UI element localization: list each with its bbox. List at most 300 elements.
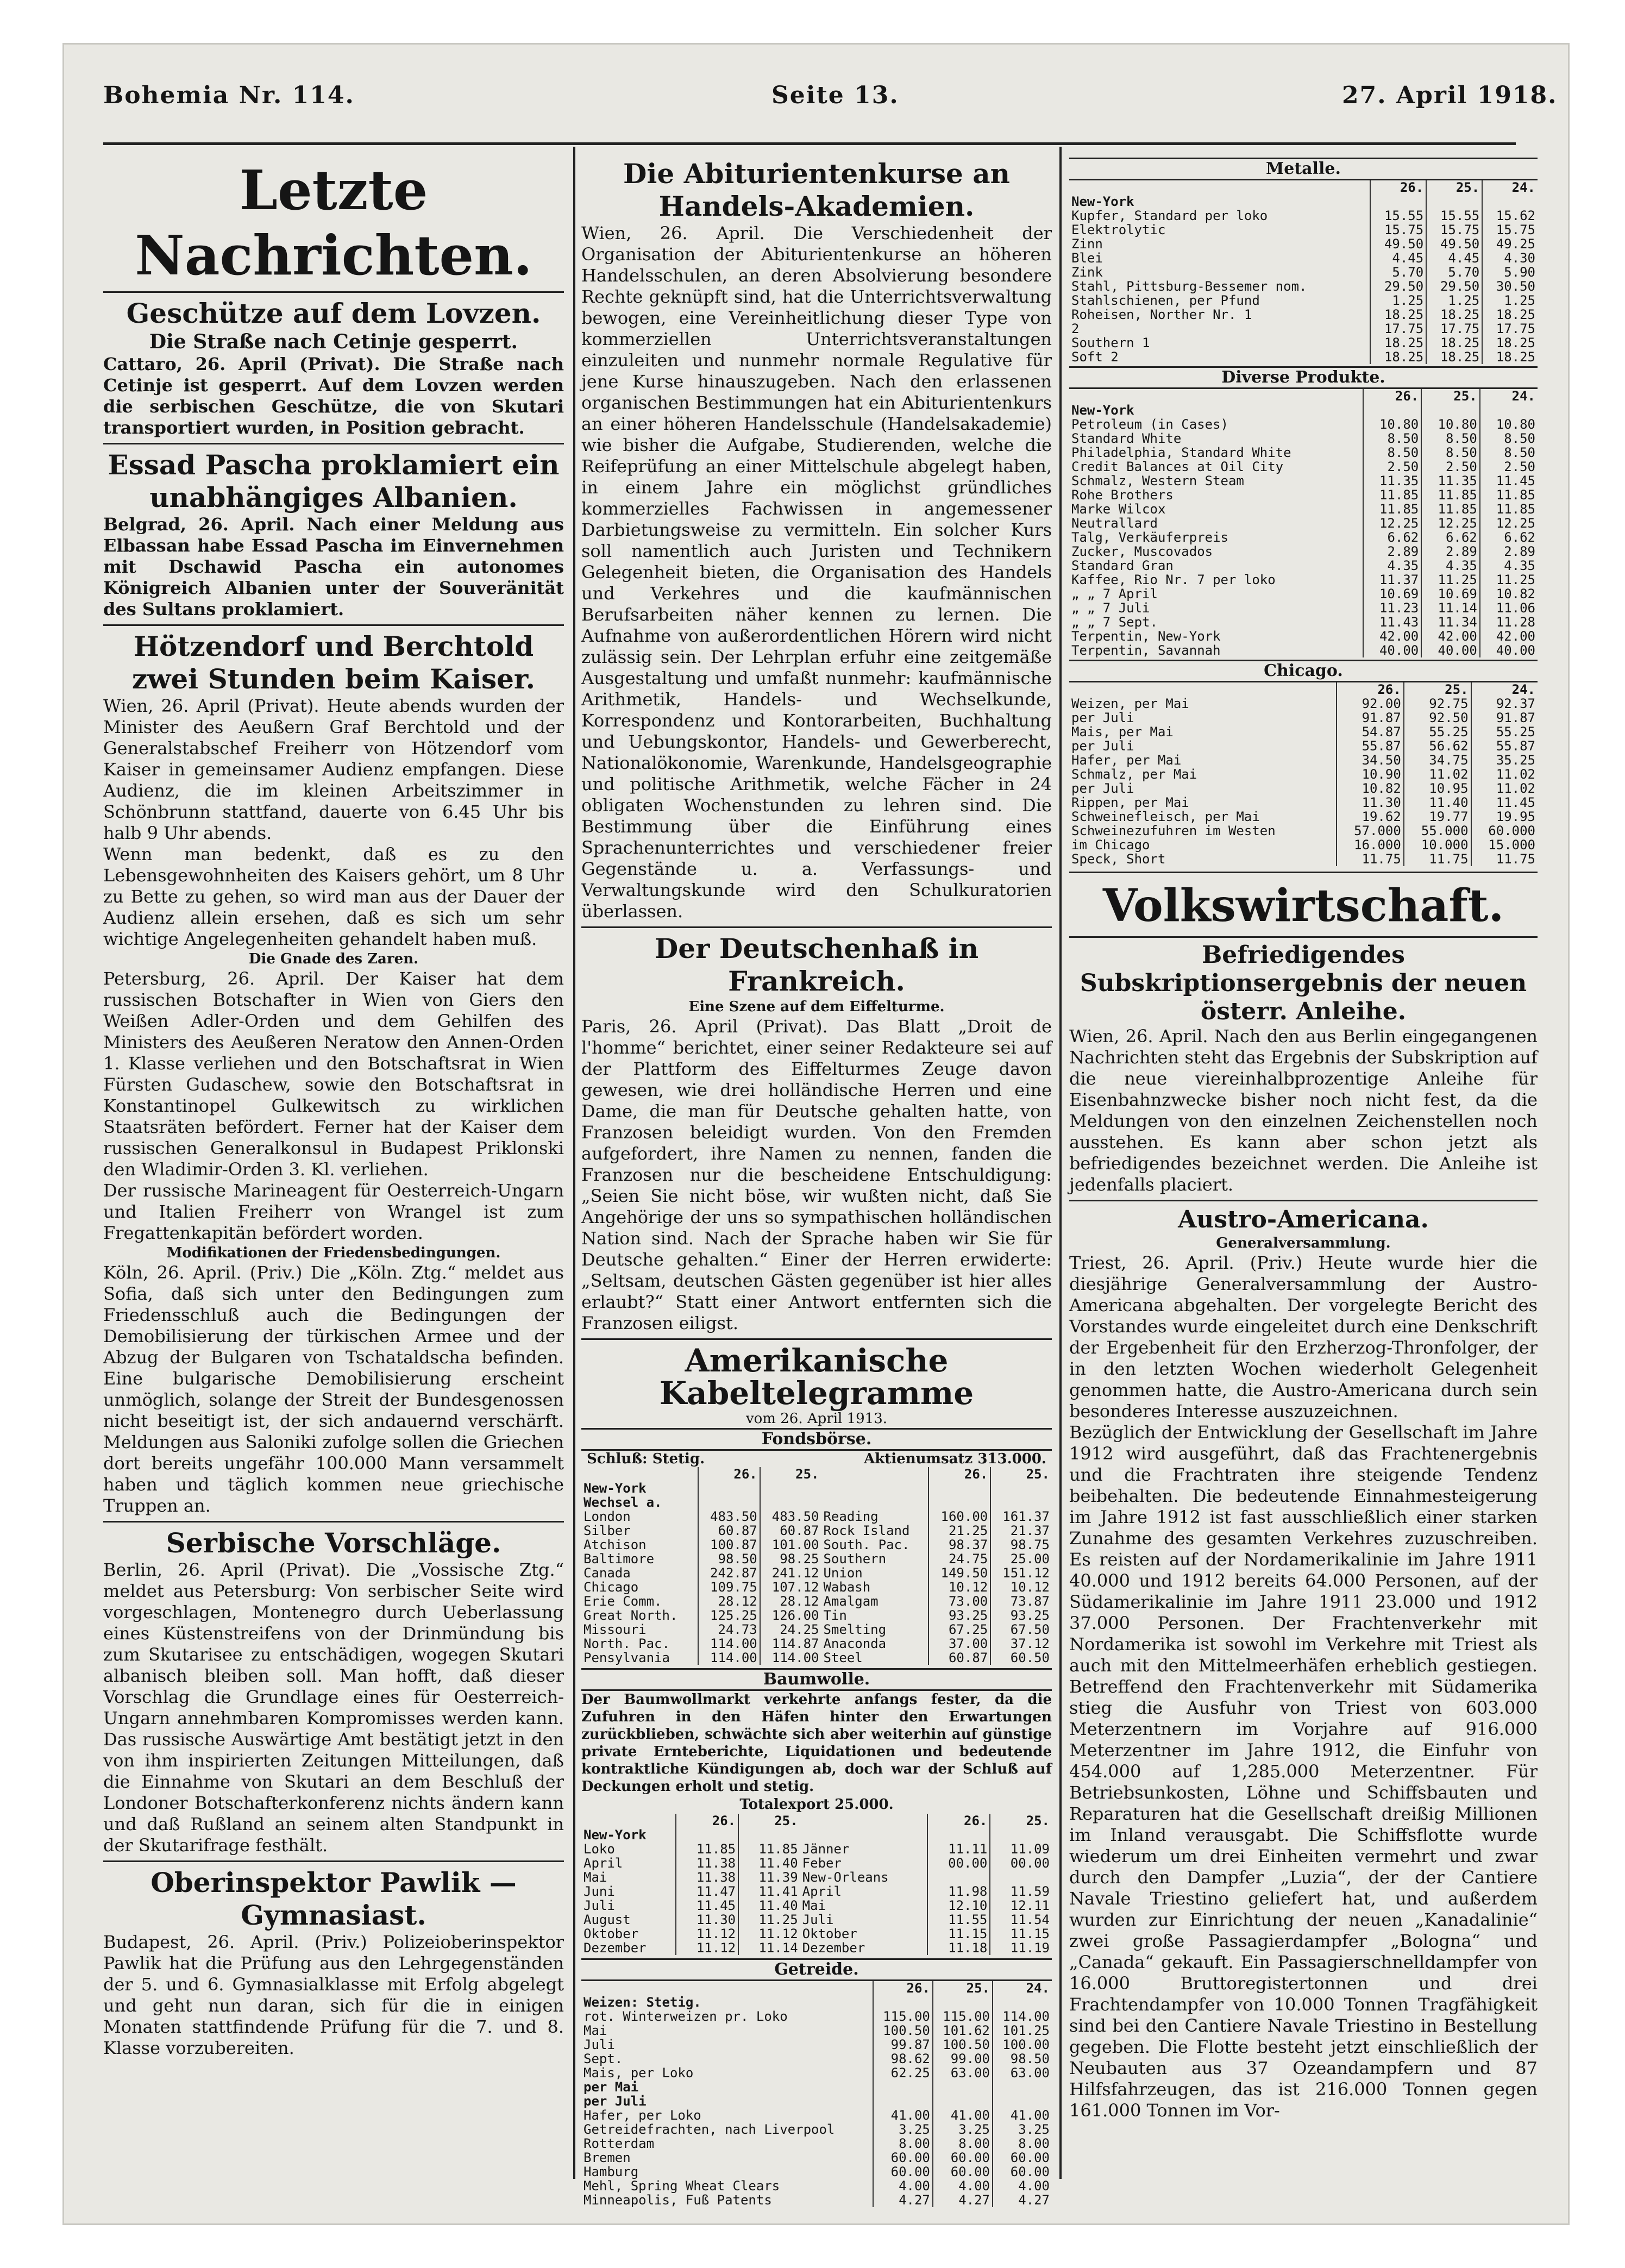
table-row [1069, 767, 1538, 781]
table-cell: 8.00 [933, 2137, 993, 2151]
table-row [1069, 852, 1538, 866]
table-row [581, 2165, 1052, 2179]
column-rule [1059, 147, 1062, 2179]
table-cell: Pensylvania [584, 1650, 670, 1665]
table-cell: 99.87 [873, 2038, 933, 2052]
table-cell: 92.50 [1404, 711, 1471, 725]
article-subheadline: Modifikationen der Friedensbedingungen. [166, 1245, 501, 1261]
table-cell: Mai [584, 1870, 607, 1885]
article-text: Triest, 26. April. (Priv.) Heute wurde hier die diesjährige Generalversammlung der Austro-Americana abgehalten. Der vorgelegte Bericht des Vorstandes wurde eingeleitet durch eine Denkschrift der Ergebenheit für den Erzherzog-Thronfolger, der in den letzten Wochen wiederholt Gelegenheit genommen hatte, die Austro-Americana durch sein besonderes Interesse auszuzeichnen. [1069, 1252, 1538, 1421]
table-cell: 10.000 [1404, 838, 1471, 852]
table-row [1069, 739, 1538, 753]
table-row [581, 1913, 1052, 1927]
table-cell: 115.00 [873, 2009, 933, 2023]
table-row [1069, 587, 1538, 601]
table-cell: Missouri [584, 1622, 647, 1637]
table-cell: 4.27 [873, 2193, 933, 2207]
table-cell: 10.80 [1480, 417, 1538, 431]
section-title-economy: Volkswirtschaft. [1102, 880, 1504, 932]
table-cell: 11.30 [1337, 795, 1404, 810]
table-cell: Steel [823, 1650, 863, 1665]
table-row [581, 1927, 1052, 1941]
table-header-cell: 26. [676, 1814, 738, 1828]
table-cell: Stahl, Pittsburg-Bessemer nom. [1071, 279, 1307, 294]
table-cell: Weizen: Stetig. [584, 1995, 701, 2010]
table-cell: 73.00 [928, 1594, 990, 1608]
table-cell: Union [823, 1565, 863, 1581]
table-cell: 98.25 [760, 1552, 821, 1566]
table-cell: 4.35 [1480, 559, 1538, 573]
table-header-row [581, 1981, 1052, 1995]
table-row [581, 1481, 1052, 1495]
table-header-cell: 24. [1480, 389, 1538, 403]
table-cell: 4.00 [873, 2179, 933, 2193]
table-row [581, 2151, 1052, 2165]
table-cell: Oktober [802, 1926, 857, 1941]
table-cell: 8.50 [1480, 431, 1538, 446]
table-row [1069, 544, 1538, 559]
table-row [581, 1552, 1052, 1566]
table-cell: 37.12 [990, 1637, 1052, 1651]
table-cell: 18.25 [1426, 350, 1482, 364]
table-cell: Elektrolytic [1071, 222, 1166, 237]
table-cell: 8.00 [993, 2137, 1052, 2151]
table-cell: 2.50 [1480, 460, 1538, 474]
table-cell: 55.87 [1337, 739, 1404, 753]
table-cell: Philadelphia, Standard White [1071, 445, 1291, 460]
table-header-cell: 26. [698, 1467, 760, 1481]
table-cell: Juli [584, 2037, 615, 2052]
table-cell: 11.23 [1363, 601, 1422, 615]
table-row [581, 2052, 1052, 2066]
table-cell: New-York [1071, 403, 1134, 418]
table-cell: Soft 2 [1071, 349, 1119, 365]
table-cell: 60.00 [873, 2165, 933, 2179]
table-cell: 101.00 [760, 1538, 821, 1552]
table-cell: 49.25 [1482, 237, 1538, 251]
table-cell: Standard White [1071, 431, 1182, 446]
table-cell: Mais, per Mai [1071, 724, 1174, 740]
article-headline: Serbische Vorschläge. [166, 1527, 501, 1559]
table-cell: 60.00 [933, 2151, 993, 2165]
table-cell: South. Pac. [823, 1537, 910, 1552]
table-cell: 18.25 [1370, 350, 1426, 364]
products-table [1069, 389, 1538, 657]
table-cell: Terpentin, New-York [1071, 629, 1221, 644]
table-cell: 11.12 [676, 1941, 738, 1955]
table-cell [990, 1870, 1052, 1884]
article-text: Wien, 26. April. Die Verschiedenheit der Organisation der Abiturientenkurse an höheren Handelsschulen, an deren Absolvierung besondere Rechte geknüpft sind, hat die Unterrichtsverwaltung bewogen, eine Vereinheitlichung dieser Type von kommerziellen Unterrichtsveranstaltungen einzuleiten und nunmehr normale Regulative für jene Kurse hinauszugeben. Nach den erlassenen organischen Bestimmungen hat ein Abiturientenkurs an einer höheren Handelsschule (Handelsakademie) wie bisher die Aufgabe, Studierenden, welche die Reifeprüfung an einer Mittelschule abgelegt haben, in einem Jahre ein möglichst gründliches kommerzielles Fachwissen in angemessener Darbietungsweise zu vermitteln. Ein solcher Kurs soll namentlich auch Juristen und Technikern Gelegenheit bieten, die Organisation des Handels und Verkehres und die kaufmännischen Berufsarbeiten näher kennen zu lernen. Die Aufnahme von außerordentlichen Hörern wird nicht zulässig sein. Der Lehrplan erfuhr eine zeitgemäße Ausgestaltung und umfaßt nunmehr: kaufmännische Arithmetik, Handels- und Wechselkunde, Korrespondenz und Kontorarbeiten, Buchhaltung und Uebungskontor, Handels- und Gewerberecht, Nationalökonomie, Warenkunde, Handelsgeographie und politische Arithmetik, welche Fächer in 24 obligaten Wochenstunden zu lehren sind. Die Bestimmung über die Einführung eines Sprachenunterrichtes und verschiedener freier Gegenstände u. a. Verfassungs- und Verwaltungskunde wird den Schulkuratorien überlassen. [581, 223, 1052, 922]
table-row [581, 1594, 1052, 1608]
table-header-cell [581, 1814, 676, 1828]
table-header-cell: 24. [1471, 682, 1538, 697]
table-row [1069, 403, 1538, 417]
table-cell: Baltimore [584, 1551, 655, 1567]
table-cell: Rohe Brothers [1071, 487, 1174, 503]
table-cell: 11.40 [738, 1899, 800, 1913]
table-cell: 10.82 [1480, 587, 1538, 601]
table-cell: Erie Comm. [584, 1594, 662, 1609]
table-cell [1426, 195, 1482, 209]
table-cell: 98.50 [993, 2052, 1052, 2066]
table-cell: 21.25 [928, 1524, 990, 1538]
table-row [581, 2193, 1052, 2207]
table-cell: Juli [584, 1898, 615, 1913]
table-cell: 11.98 [927, 1884, 990, 1899]
page-header-issue: Bohemia Nr. 114. [103, 82, 355, 109]
table-cell: 2.89 [1363, 544, 1422, 559]
table-cell: Dezember [584, 1940, 647, 1956]
table-cell: 15.62 [1482, 209, 1538, 223]
table-header-cell: 25. [760, 1467, 821, 1481]
table-cell: 18.25 [1482, 350, 1538, 364]
column-right [1069, 158, 1538, 2179]
table-row [1069, 209, 1538, 223]
article-text: Wenn man bedenkt, daß es zu den Lebensgewohnheiten des Kaisers gehört, um 8 Uhr zu Bette zu gehen, so wird man aus der Dauer der Audienz allein ersehen, daß es sich um sehr wichtige Angelegenheiten gehandelt haben muß. [103, 844, 564, 949]
table-row [581, 2179, 1052, 2193]
table-cell: 60.00 [993, 2165, 1052, 2179]
table-cell: 67.25 [928, 1622, 990, 1637]
table-cell: 1.25 [1370, 293, 1426, 308]
table-cell: 12.25 [1421, 516, 1480, 530]
table-row [1069, 251, 1538, 265]
article-headline: Hötzendorf und Berchtold zwei Stunden beim Kaiser. [131, 630, 536, 695]
table-cell: 34.75 [1404, 753, 1471, 767]
table-row [1069, 265, 1538, 279]
table-cell: 11.02 [1404, 767, 1471, 781]
table-cell: per Juli [1071, 710, 1134, 725]
table-cell: 1.25 [1482, 293, 1538, 308]
table-cell: Juli [802, 1912, 834, 1927]
table-row [1069, 824, 1538, 838]
table-cell: 98.50 [698, 1552, 760, 1566]
table-cell: 91.87 [1337, 711, 1404, 725]
table-cell [821, 1495, 928, 1509]
market-note: Schluß: Stetig. [587, 1451, 705, 1467]
table-cell: 8.50 [1421, 446, 1480, 460]
table-cell: 11.28 [1480, 615, 1538, 629]
table-cell: New-York [1071, 194, 1134, 209]
table-cell: 10.69 [1421, 587, 1480, 601]
table-cell: 4.27 [933, 2193, 993, 2207]
table-cell: 11.59 [990, 1884, 1052, 1899]
table-cell: Schmalz, Western Steam [1071, 473, 1244, 488]
table-row [1069, 195, 1538, 209]
table-header-cell: 25. [1404, 682, 1471, 697]
table-cell: Hafer, per Mai [1071, 753, 1182, 768]
table-row [581, 2038, 1052, 2052]
table-cell: 29.50 [1426, 279, 1482, 293]
table-cell: 60.00 [993, 2151, 1052, 2165]
table-cell: 11.85 [676, 1842, 738, 1856]
table-cell: Minneapolis, Fuß Patents [584, 2192, 772, 2208]
table-cell: Sept. [584, 2051, 623, 2066]
table-cell: Amalgam [823, 1594, 879, 1609]
table-cell: Roheisen, Norther Nr. 1 [1071, 307, 1252, 322]
table-cell: 40.00 [1480, 643, 1538, 657]
table-cell: 10.12 [928, 1580, 990, 1594]
table-cell: 49.50 [1370, 237, 1426, 251]
table-cell [933, 1995, 993, 2009]
table-cell: 11.37 [1363, 573, 1422, 587]
table-cell: 242.87 [698, 1566, 760, 1580]
section-date: vom 26. April 1913. [745, 1411, 888, 1427]
table-cell: 3.25 [933, 2122, 993, 2137]
article-text: Paris, 26. April (Privat). Das Blatt „Droit de l'homme“ berichtet, einer seiner Redakteure sei auf der Plattform des Eiffelturmes Zeuge davon gewesen, wie drei holländische Herren und eine Dame, die man für Deutsche gehalten hatte, von Franzosen beleidigt wurden. Von den Fremden aufgefordert, ihre Namen zu nennen, fanden die Franzosen nur die bescheidene Entschuldigung: „Seien Sie nicht böse, wir wußten nicht, daß Sie Angehörige der uns so sympathischen holländischen Nation sind. Nach der Sprache haben wir Sie für Deutsche gehalten.“ Einer der Herren erwiderte: „Seltsam, deutschen Gästen gegenüber ist hier alles erlaubt?“ Statt einer Antwort entfernten sich die Franzosen eiligst. [581, 1016, 1052, 1333]
table-cell: rot. Winterweizen pr. Loko [584, 2009, 788, 2024]
table-cell: 11.85 [1363, 502, 1422, 516]
table-cell: 15.55 [1370, 209, 1426, 223]
header-rule [103, 142, 1516, 145]
table-header-cell: 26. [1363, 389, 1422, 403]
table-cell: Tin [823, 1608, 847, 1623]
table-row [1069, 417, 1538, 431]
table-cell: Mais, per Loko [584, 2065, 694, 2081]
table-cell [990, 1495, 1052, 1509]
table-cell: 98.62 [873, 2052, 933, 2066]
table-cell: London [584, 1509, 631, 1524]
table-header-cell [1069, 180, 1370, 195]
table-header-row [581, 1814, 1052, 1828]
table-cell: 11.45 [1471, 795, 1538, 810]
table-row [581, 1870, 1052, 1884]
article-headline: Die Abiturientenkurse an Handels-Akademien. [623, 158, 1010, 222]
table-cell: 114.00 [993, 2009, 1052, 2023]
table-cell: April [584, 1856, 623, 1871]
table-cell: North. Pac. [584, 1636, 670, 1651]
table-cell [760, 1495, 821, 1509]
table-cell: 93.25 [928, 1608, 990, 1622]
table-cell: 11.14 [1421, 601, 1480, 615]
table-cell: Petroleum (in Cases) [1071, 417, 1228, 432]
table-cell: 24.75 [928, 1552, 990, 1566]
table-cell: 11.75 [1471, 852, 1538, 866]
table-row [1069, 237, 1538, 251]
table-cell: 100.50 [933, 2038, 993, 2052]
article-text: Wien, 26. April. Nach den aus Berlin eingegangenen Nachrichten steht das Ergebnis der Subskription auf die neue viereinhalbprozentige Anleihe für Eisenbahnzwecke bisher noch nicht fest, da die Meldungen von den einzelnen Zeichenstellen noch ausstehen. Es kann aber schon jetzt als befriedigendes bezeichnet werden. Die Anleihe ist jedenfalls placiert. [1069, 1026, 1538, 1195]
table-cell: 11.15 [927, 1927, 990, 1941]
page-header-page: Seite 13. [771, 82, 899, 109]
table-cell: Canada [584, 1565, 631, 1581]
table-row [581, 2080, 1052, 2094]
table-cell: 11.85 [738, 1842, 800, 1856]
table-cell: 10.90 [1337, 767, 1404, 781]
table-cell: 10.80 [1421, 417, 1480, 431]
table-row [1069, 293, 1538, 308]
table-row [581, 1608, 1052, 1622]
column-rule [573, 147, 575, 2179]
table-cell: 3.25 [873, 2122, 933, 2137]
table-row [1069, 336, 1538, 350]
table-cell: 11.75 [1404, 852, 1471, 866]
article-text: Der russische Marineagent für Oesterreich-Ungarn und Italien Freiherr von Wrangel ist zum Fregattenkapitän befördert worden. [103, 1180, 564, 1243]
table-row [581, 1941, 1052, 1955]
article-headline: Der Deutschenhaß in Frankreich. [654, 932, 979, 997]
table-cell: 11.25 [1480, 573, 1538, 587]
table-cell: 41.00 [993, 2108, 1052, 2122]
table-row [581, 2009, 1052, 2023]
table-cell [698, 1495, 760, 1509]
table-cell: 11.39 [738, 1870, 800, 1884]
article-subheadline: Eine Szene auf dem Eiffelturme. [688, 999, 945, 1015]
table-row [581, 1580, 1052, 1594]
table-header-cell: 25. [933, 1981, 993, 1995]
table-cell: 42.00 [1421, 629, 1480, 643]
table-cell: 92.00 [1337, 697, 1404, 711]
table-cell: 126.00 [760, 1608, 821, 1622]
table-cell: Speck, Short [1071, 851, 1166, 867]
table-cell: Oktober [584, 1926, 639, 1941]
table-row [581, 1884, 1052, 1899]
table-title-products: Diverse Produkte. [1069, 366, 1538, 389]
table-cell: 57.000 [1337, 824, 1404, 838]
table-cell: 91.87 [1471, 711, 1538, 725]
table-cell: New-York [584, 1827, 647, 1843]
table-cell: 11.85 [1480, 488, 1538, 502]
table-cell: 55.25 [1471, 725, 1538, 739]
table-cell: 19.77 [1404, 810, 1471, 824]
table-cell: 34.50 [1337, 753, 1404, 767]
table-cell: Zucker, Muscovados [1071, 544, 1213, 559]
article-text: Budapest, 26. April. (Priv.) Polizeioberinspektor Pawlik hat die Prüfung aus den Lehrgegenständen der 5. und 6. Gymnasialklasse mit Erfolg abgelegt und geht nun daran, sich für die in einigen Monaten stattfindende Prüfung für die 7. und 8. Klasse vorzubereiten. [103, 1932, 564, 2058]
table-cell: 11.85 [1480, 502, 1538, 516]
table-cell: 10.95 [1404, 781, 1471, 795]
table-cell [760, 1481, 821, 1495]
table-cell: Wechsel a. [584, 1495, 662, 1510]
table-row [581, 2023, 1052, 2038]
article-headline: Oberinspektor Pawlik — Gymnasiast. [150, 1866, 517, 1931]
table-cell: Southern [823, 1551, 887, 1567]
table-cell [927, 1828, 990, 1842]
table-cell: 15.75 [1482, 223, 1538, 237]
table-cell: Terpentin, Savannah [1071, 643, 1221, 658]
table-cell: „ „ 7 Juli [1071, 600, 1150, 616]
table-cell: 2 [1071, 321, 1080, 336]
table-title-metals: Metalle. [1069, 158, 1538, 180]
table-row [1069, 308, 1538, 322]
table-cell: 60.87 [698, 1524, 760, 1538]
table-cell: Rippen, per Mai [1071, 795, 1189, 810]
table-cell: 18.25 [1426, 336, 1482, 350]
table-cell: 160.00 [928, 1509, 990, 1524]
table-row [1069, 502, 1538, 516]
table-cell [873, 2080, 933, 2094]
table-cell: 2.89 [1421, 544, 1480, 559]
table-cell [1480, 403, 1538, 417]
article-headline: Befriedigendes Subskriptionsergebnis der neuen österr. Anleihe. [1080, 941, 1527, 1025]
table-cell [933, 2094, 993, 2108]
table-cell: 241.12 [760, 1566, 821, 1580]
cotton-export: Totalexport 25.000. [739, 1796, 894, 1813]
table-cell: 11.38 [676, 1870, 738, 1884]
article-subheadline: Die Straße nach Cetinje gesperrt. [149, 330, 518, 353]
table-cell: 8.50 [1480, 446, 1538, 460]
table-row [1069, 838, 1538, 852]
table-row [581, 1524, 1052, 1538]
table-cell: 2.50 [1363, 460, 1422, 474]
table-cell: Wabash [823, 1580, 871, 1595]
table-cell: Atchison [584, 1537, 647, 1552]
table-cell: 37.00 [928, 1637, 990, 1651]
chicago-table [1069, 682, 1538, 866]
table-cell: 60.00 [933, 2165, 993, 2179]
grain-table [581, 1981, 1052, 2207]
table-row [1069, 753, 1538, 767]
table-cell: 6.62 [1363, 530, 1422, 544]
table-cell [993, 2080, 1052, 2094]
table-row [581, 2094, 1052, 2108]
article-text: Petersburg, 26. April. Der Kaiser hat dem russischen Botschafter in Wien von Giers den Weißen Adler-Orden und dem Gehilfen des Ministers des Aeußeren Neratow den Annen-Orden 1. Klasse verliehen und den Botschaftsrat in Wien Fürsten Gudaschew, sowie den Botschaftsrat in Konstantinopel Gulkewitsch zu wirklichen Staatsräten befördert. Ferner hat der Kaiser dem russischen Generalkonsul in Budapest Priklonski den Wladimir-Orden 3. Kl. verliehen. [103, 968, 564, 1180]
table-cell [993, 2094, 1052, 2108]
table-cell: 11.18 [927, 1941, 990, 1955]
table-header-cell: 25. [1421, 389, 1480, 403]
table-header-cell [800, 1814, 928, 1828]
table-cell: 109.75 [698, 1580, 760, 1594]
table-cell: 114.87 [760, 1637, 821, 1651]
table-cell: Feber [802, 1856, 842, 1871]
table-cell: 1.25 [1426, 293, 1482, 308]
table-cell: Bremen [584, 2150, 631, 2165]
table-cell: 11.19 [990, 1941, 1052, 1955]
table-cell: 40.00 [1421, 643, 1480, 657]
table-cell: 114.00 [698, 1637, 760, 1651]
table-cell: 5.90 [1482, 265, 1538, 279]
table-header-cell: 24. [1482, 180, 1538, 195]
table-cell: Stahlschienen, per Pfund [1071, 293, 1260, 308]
table-cell: 15.75 [1370, 223, 1426, 237]
stock-table [581, 1467, 1052, 1665]
table-cell: 11.35 [1421, 474, 1480, 488]
table-cell: Neutrallard [1071, 516, 1158, 531]
table-cell: 25.00 [990, 1552, 1052, 1566]
table-cell: 15.75 [1426, 223, 1482, 237]
table-row [1069, 322, 1538, 336]
table-cell: 11.75 [1337, 852, 1404, 866]
table-cell: 18.25 [1370, 308, 1426, 322]
table-header-row [581, 1467, 1052, 1481]
table-cell: 4.30 [1482, 251, 1538, 265]
table-cell [1421, 403, 1480, 417]
table-cell: 8.50 [1363, 431, 1422, 446]
table-row [1069, 431, 1538, 446]
table-row [1069, 530, 1538, 544]
article-headline: Austro-Americana. [1178, 1206, 1429, 1233]
table-cell: 18.25 [1370, 336, 1426, 350]
table-cell [873, 1995, 933, 2009]
table-cell: Loko [584, 1841, 615, 1857]
table-cell: 16.000 [1337, 838, 1404, 852]
table-row [1069, 516, 1538, 530]
table-row [581, 1995, 1052, 2009]
table-cell: 4.45 [1370, 251, 1426, 265]
table-cell: 11.25 [738, 1913, 800, 1927]
table-cell: Zinn [1071, 236, 1103, 252]
table-cell: 149.50 [928, 1566, 990, 1580]
table-cell: 18.25 [1482, 308, 1538, 322]
table-header-row [1069, 180, 1538, 195]
table-cell: 10.82 [1337, 781, 1404, 795]
table-cell: 49.50 [1426, 237, 1482, 251]
table-cell: 115.00 [933, 2009, 993, 2023]
table-cell: 24.73 [698, 1622, 760, 1637]
table-cell: Rotterdam [584, 2136, 655, 2151]
table-row [581, 1651, 1052, 1665]
table-cell: Jänner [802, 1841, 850, 1857]
table-cell: per Juli [1071, 738, 1134, 754]
table-cell: Kupfer, Standard per loko [1071, 208, 1268, 223]
table-cell: 42.00 [1480, 629, 1538, 643]
table-cell: Reading [823, 1509, 879, 1524]
